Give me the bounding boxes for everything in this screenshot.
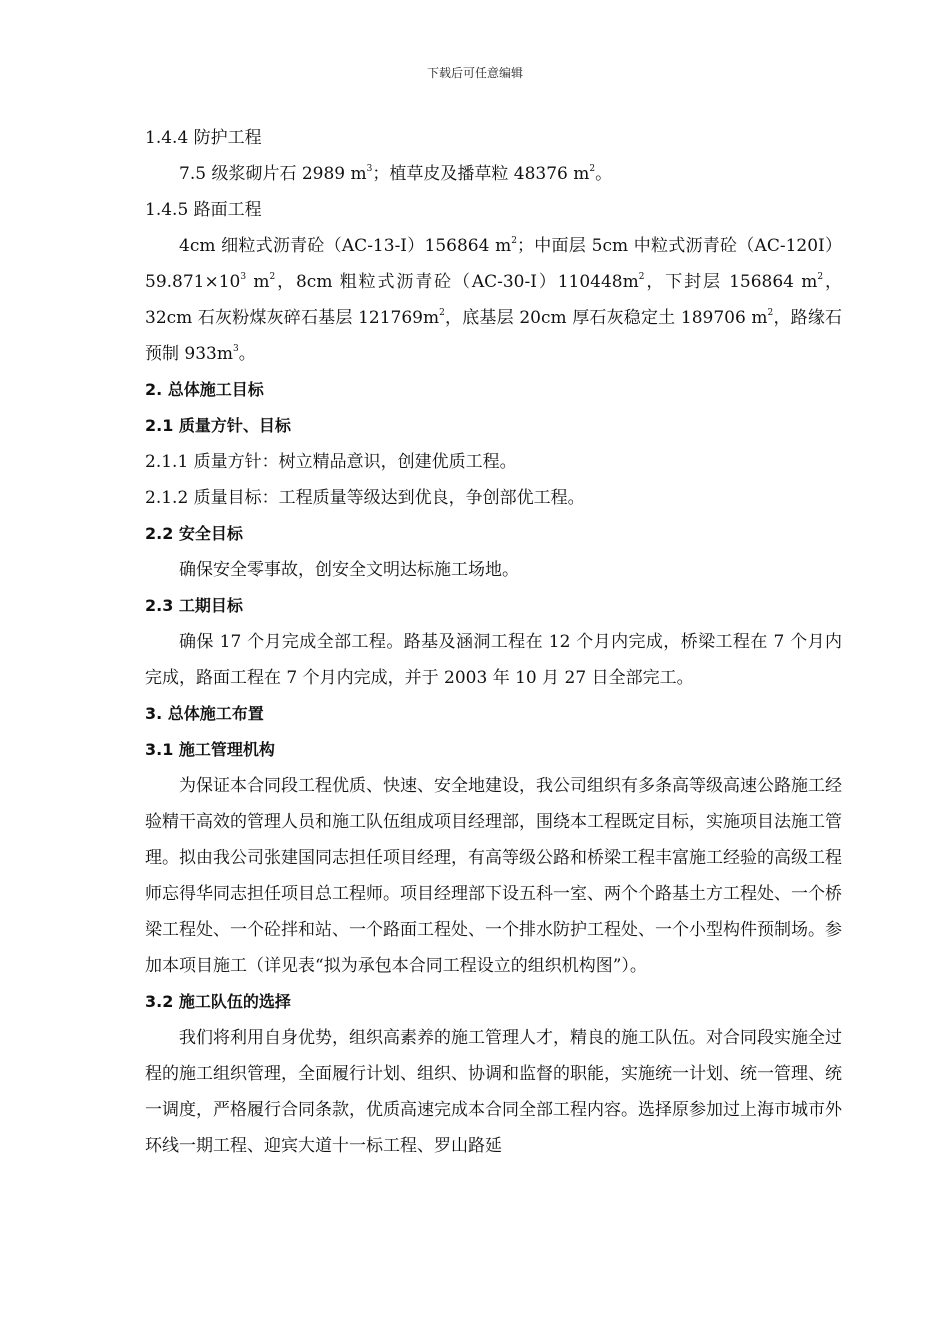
- quality-policy: 2.1.1 质量方针：树立精品意识，创建优质工程。: [145, 452, 517, 472]
- schedule-goal-text: 确保 17 个月完成全部工程。路基及涵洞工程在 12 个月内完成，桥梁工程在 7 个月内完成，路面工程在 7 个月内完成，并于 2003 年 10 月 27 日全部完工。: [145, 632, 842, 688]
- section-1-4-4-title: 1.4.4 防护工程: [145, 128, 262, 148]
- page-header: 下载后可任意编辑: [426, 66, 523, 80]
- document-body: [145, 120, 842, 1164]
- section-2-3-heading: 2.3 工期目标: [145, 596, 243, 615]
- team-selection-text: 我们将利用自身优势，组织高素养的施工管理人才，精良的施工队伍。对合同段实施全过程的施工组织管理，全面履行计划、组织、协调和监督的职能，实施统一计划、统一管理、统一调度，严格履行合同条款，优质高速完成本合同全部工程内容。选择原参加过上海市城市外环线一期工程、迎宾大道十一标工程、罗山路延: [145, 1028, 842, 1156]
- quality-goal: 2.1.2 质量目标：工程质量等级达到优良，争创部优工程。: [145, 488, 585, 508]
- section-3-2-heading: 3.2 施工队伍的选择: [145, 992, 291, 1011]
- section-1-4-4-text: 7.5 级浆砌片石 2989 $m^3$；植草皮及播草粒 48376 $m^2$。: [179, 164, 613, 184]
- section-1-4-5-title: 1.4.5 路面工程: [145, 200, 262, 220]
- section-2-heading: 2. 总体施工目标: [145, 380, 264, 399]
- management-organization-text: 为保证本合同段工程优质、快速、安全地建设，我公司组织有多条高等级高速公路施工经验精干高效的管理人员和施工队伍组成项目经理部，围绕本工程既定目标，实施项目法施工管理。拟由我公司张建国同志担任项目经理，有高等级公路和桥梁工程丰富施工经验的高级工程师忘得华同志担任项目总工程师。项目经理部下设五科一室、两个个路基土方工程处、一个桥梁工程处、一个砼拌和站、一个路面工程处、一个排水防护工程处、一个小型构件预制场。参加本项目施工（详见表“拟为承包本合同工程设立的组织机构图”）。: [145, 776, 842, 976]
- section-2-2-heading: 2.2 安全目标: [145, 524, 243, 543]
- section-3-heading: 3. 总体施工布置: [145, 704, 264, 723]
- section-1-4-5-text: 4cm 细粒式沥青砼（AC-13-I）156864 $m^2$；中面层 5cm 中粒式沥青砼$(AC-120I)59.871\times 10^3$ $m^2$，8cm 粗粒式沥青砼$(AC-30-I)110448m^2$，下封层 156864 $m^2$，32cm 石灰粉煤灰碎石基层 $121769m^2$，底基层 20cm 厚石灰稳定土 189706 $m^2$，路缘石预制 $933m^3$。: [145, 236, 843, 364]
- section-2-1-heading: 2.1 质量方针、目标: [145, 416, 291, 435]
- safety-goal-text: 确保安全零事故，创安全文明达标施工场地。: [179, 560, 519, 580]
- section-3-1-heading: 3.1 施工管理机构: [145, 740, 275, 759]
